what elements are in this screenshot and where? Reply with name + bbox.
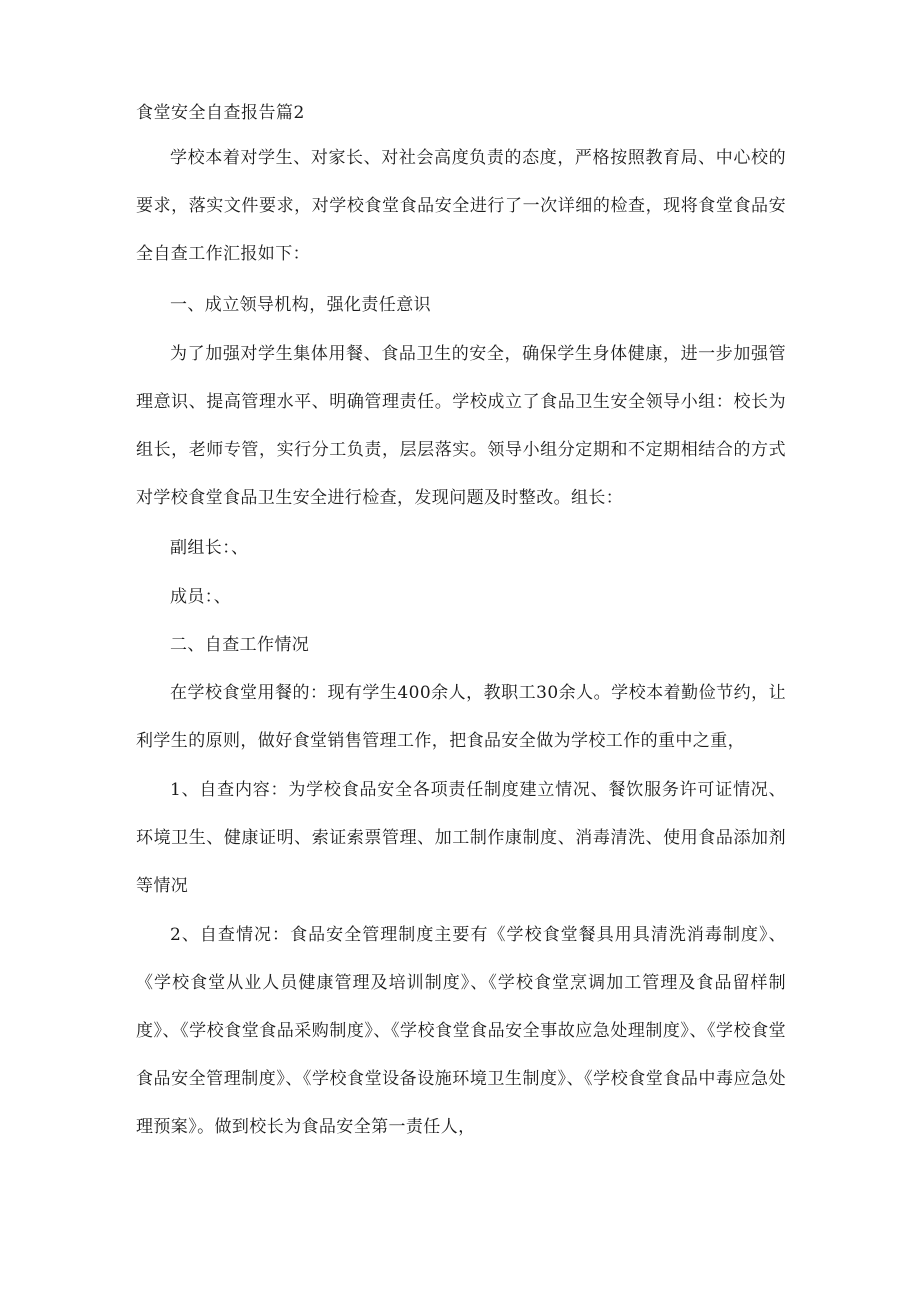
paragraph-inspection-status: 2、自查情况：食品安全管理制度主要有《学校食堂餐具用具清洗消毒制度》、《学校食堂从业人员健康管理及培训制度》、《学校食堂烹调加工管理及食品留样制度》、《学校食堂食品采购制度》、《学校食堂食品安全事故应急处理制度》、《学校食堂食品安全管理制度》、《学校食堂设备设施环境卫生制度》、《学校食堂食品中毒应急处理预案》。做到校长为食品安全第一责任人， — [136, 925, 786, 1137]
paragraph-deputy-leader: 副组长：、 — [170, 538, 249, 558]
document-title: 食堂安全自查报告篇2 — [136, 103, 305, 123]
paragraph-intro: 学校本着对学生、对家长、对社会高度负责的态度，严格按照教育局、中心校的要求，落实文件要求，对学校食堂食品安全进行了一次详细的检查，现将食堂食品安全自查工作汇报如下： — [136, 148, 786, 264]
paragraph-dining-status: 在学校食堂用餐的：现有学生400余人，教职工30余人。学校本着勤俭节约，让利学生的原则，做好食堂销售管理工作，把食品安全做为学校工作的重中之重， — [136, 683, 786, 751]
paragraph-leadership: 为了加强对学生集体用餐、食品卫生的安全，确保学生身体健康，进一步加强管理意识、提高管理水平、明确管理责任。学校成立了食品卫生安全领导小组：校长为组长，老师专管，实行分工负责，层层落实。领导小组分定期和不定期相结合的方式对学校食堂食品卫生安全进行检查，发现问题及时整改。组长： — [136, 344, 786, 508]
paragraph-members: 成员：、 — [170, 587, 232, 607]
heading-section-one: 一、成立领导机构，强化责任意识 — [170, 295, 431, 315]
paragraph-inspection-content: 1、自查内容：为学校食品安全各项责任制度建立情况、餐饮服务许可证情况、环境卫生、健康证明、索证索票管理、加工制作康制度、消毒清洗、使用食品添加剂等情况 — [136, 780, 786, 896]
heading-section-two: 二、自查工作情况 — [170, 635, 310, 655]
